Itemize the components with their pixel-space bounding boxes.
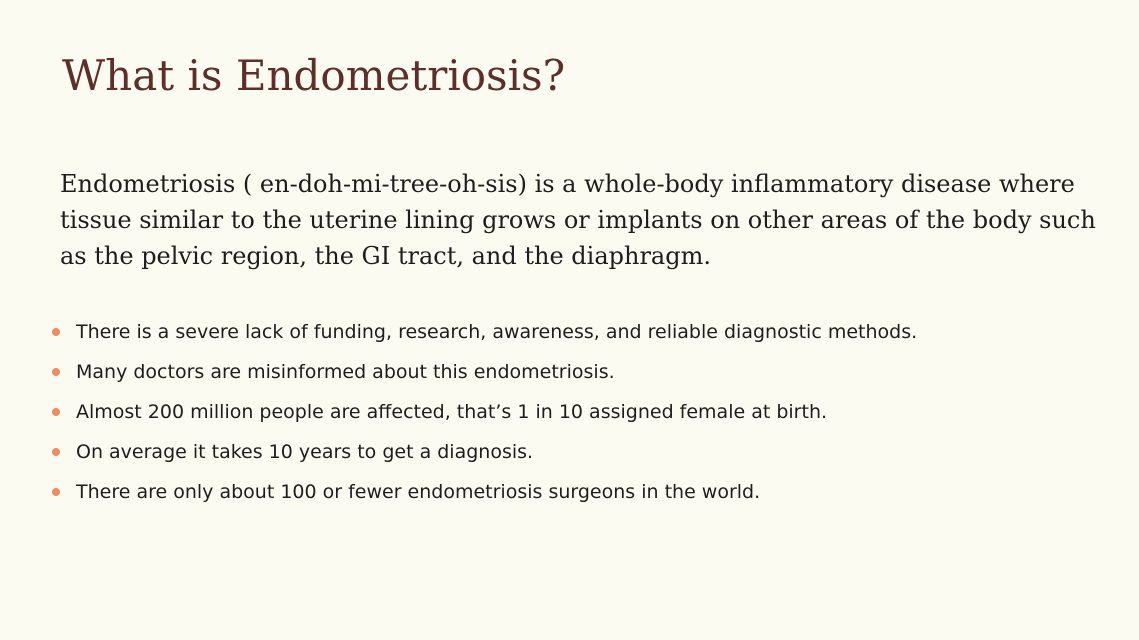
bullet-list <box>52 312 1092 512</box>
bullet-dot-icon <box>52 448 60 456</box>
bullet-dot-icon <box>52 328 60 336</box>
intro-paragraph: Endometriosis ( en-doh-mi-tree-oh-sis) is a whole-body inflammatory disease where tissue similar to the uterine lining grows or implants on other areas of the body such as the pelvic region, the GI tract, and the diaphragm. <box>60 170 1096 270</box>
bullet-dot-icon <box>52 488 60 496</box>
bullet-text: There are only about 100 or fewer endometriosis surgeons in the world. <box>76 481 761 503</box>
bullet-text: On average it takes 10 years to get a diagnosis. <box>76 441 534 463</box>
bullet-text: There is a severe lack of funding, research, awareness, and reliable diagnostic methods. <box>76 321 918 343</box>
slide-title: What is Endometriosis? <box>62 51 566 100</box>
bullet-dot-icon <box>52 408 60 416</box>
bullet-item-2 <box>52 352 1092 392</box>
bullet-item-3 <box>52 392 1092 432</box>
bullet-text: Many doctors are misinformed about this endometriosis. <box>76 361 615 383</box>
bullet-text: Almost 200 million people are affected, that’s 1 in 10 assigned female at birth. <box>76 401 828 423</box>
bullet-item-4 <box>52 432 1092 472</box>
bullet-item-5 <box>52 472 1092 512</box>
bullet-dot-icon <box>52 368 60 376</box>
bullet-item-1 <box>52 312 1092 352</box>
